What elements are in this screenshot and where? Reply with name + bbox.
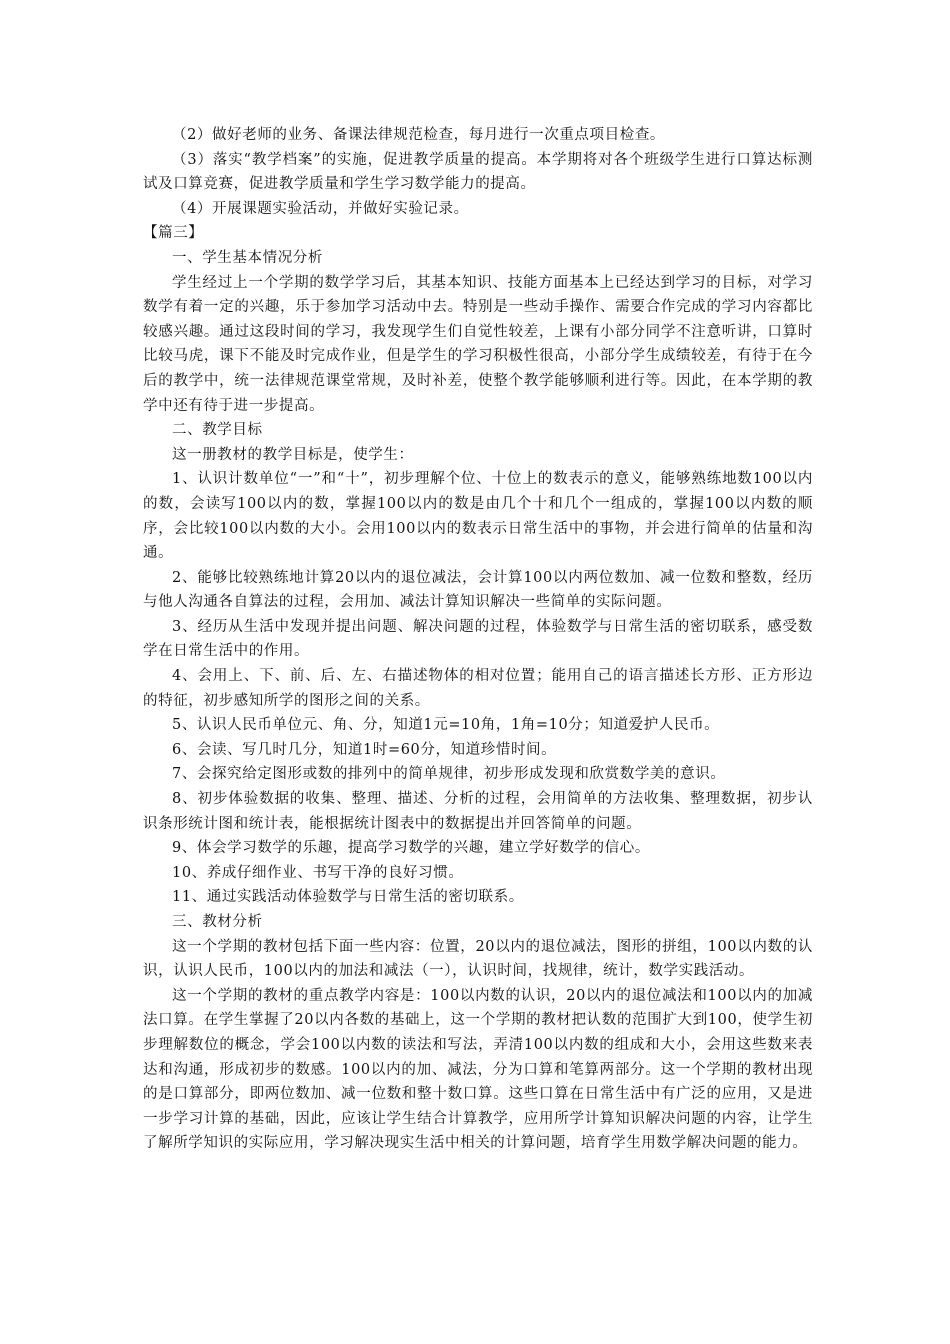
document-page xyxy=(143,123,813,1156)
paragraph-textbook-contents: 这一个学期的教材包括下面一些内容：位置，20以内的退位减法，图形的拼组，100以内数的认识，认识人民币，100以内的加法和减法（一），认识时间，找规律，统计，数学实践活动。 xyxy=(143,938,813,980)
heading-textbook-analysis: 三、教材分析 xyxy=(172,914,263,930)
goal-item-1: 1、认识计数单位“一”和“十”，初步理解个位、十位上的数表示的意义，能够熟练地数100以内的数，会读写100以内的数，掌握100以内的数是由几个十和几个一组成的，掌握100以内数的顺序，会比较100以内数的大小。会用100以内的数表示日常生活中的事物，并会进行简单的估量和沟通。 xyxy=(143,471,813,562)
goal-item-9: 9、体会学习数学的乐趣，提高学习数学的兴趣，建立学好数学的信心。 xyxy=(172,840,650,857)
paragraph-goals-intro: 这一册教材的教学目标是，使学生： xyxy=(172,446,414,463)
goal-item-5: 5、认识人民币单位元、角、分，知道1元=10角，1角=10分；知道爱护人民币。 xyxy=(172,717,720,734)
goal-item-10: 10、养成仔细作业、书写干净的良好习惯。 xyxy=(172,864,464,881)
goal-item-11: 11、通过实践活动体验数学与日常生活的密切联系。 xyxy=(172,889,524,906)
goal-item-2: 2、能够比较熟练地计算20以内的退位减法，会计算100以内两位数加、减一位数和整数，经历与他人沟通各自算法的过程，会用加、减法计算知识解决一些简单的实际问题。 xyxy=(143,569,813,611)
paragraph-item-4: （4）开展课题实验活动，并做好实验记录。 xyxy=(172,200,469,217)
goal-item-3: 3、经历从生活中发现并提出问题、解决问题的过程，体验数学与日常生活的密切联系，感受数学在日常生活中的作用。 xyxy=(143,618,813,660)
goal-item-7: 7、会探究给定图形或数的排列中的简单规律，初步形成发现和欣赏数学美的意识。 xyxy=(172,766,726,783)
goal-item-4: 4、会用上、下、前、后、左、右描述物体的相对位置；能用自己的语言描述长方形、正方形边的特征，初步感知所学的图形之间的关系。 xyxy=(143,668,813,709)
goal-item-6: 6、会读、写几时几分，知道1时=60分，知道珍惜时间。 xyxy=(172,741,557,758)
paragraph-textbook-focus: 这一个学期的教材的重点教学内容是：100以内数的认识，20以内的退位减法和100以内的加减法口算。在学生掌握了20以内各数的基础上，这一个学期的教材把认数的范围扩大到100，使学生初步理解数位的概念，学会100以内数的读法和写法，弄清100以内数的组成和大小，会用这些数来表达和沟通，形成初步的数感。100以内的加、减法，分为口算和笔算两部分。这一个学期的教材出现的是口算部分，即两位数加、减一位数和整十数口算。这些口算在日常生活中有广泛的应用，又是进一步学习计算的基础，因此，应该让学生结合计算教学，应用所学计算知识解决问题的内容，让学生了解所学知识的实际应用，学习解决现实生活中相关的计算问题，培育学生用数学解决问题的能力。 xyxy=(143,987,813,1152)
section-title-pian-san: 【篇三】 xyxy=(143,225,204,242)
heading-student-analysis: 一、学生基本情况分析 xyxy=(172,249,323,266)
paragraph-item-2: （2）做好老师的业务、备课法律规范检查，每月进行一次重点项目检查。 xyxy=(172,127,666,143)
goal-item-8: 8、初步体验数据的收集、整理、描述、分析的过程，会用简单的方法收集、整理数据，初步认识条形统计图和统计表，能根据统计图表中的数据提出并回答简单的问题。 xyxy=(143,791,813,832)
paragraph-student-analysis: 学生经过上一个学期的数学学习后，其基本知识、技能方面基本上已经达到学习的目标，对学习数学有着一定的兴趣，乐于参加学习活动中去。特别是一些动手操作、需要合作完成的学习内容都比较感兴趣。通过这段时间的学习，我发现学生们自觉性较差，上课有小部分同学不注意听讲，口算时比较马虎，课下不能及时完成作业，但是学生的学习积极性很高，小部分学生成绩较差，有待于在今后的教学中，统一法律规范课堂常规，及时补差，使整个教学能够顺利进行等。因此，在本学期的教学中还有待于进一步提高。 xyxy=(143,274,813,414)
paragraph-item-3: （3）落实“教学档案”的实施，促进教学质量的提高。本学期将对各个班级学生进行口算达标测试及口算竞赛，促进教学质量和学生学习数学能力的提高。 xyxy=(143,151,813,193)
heading-teaching-goals: 二、教学目标 xyxy=(172,422,263,439)
